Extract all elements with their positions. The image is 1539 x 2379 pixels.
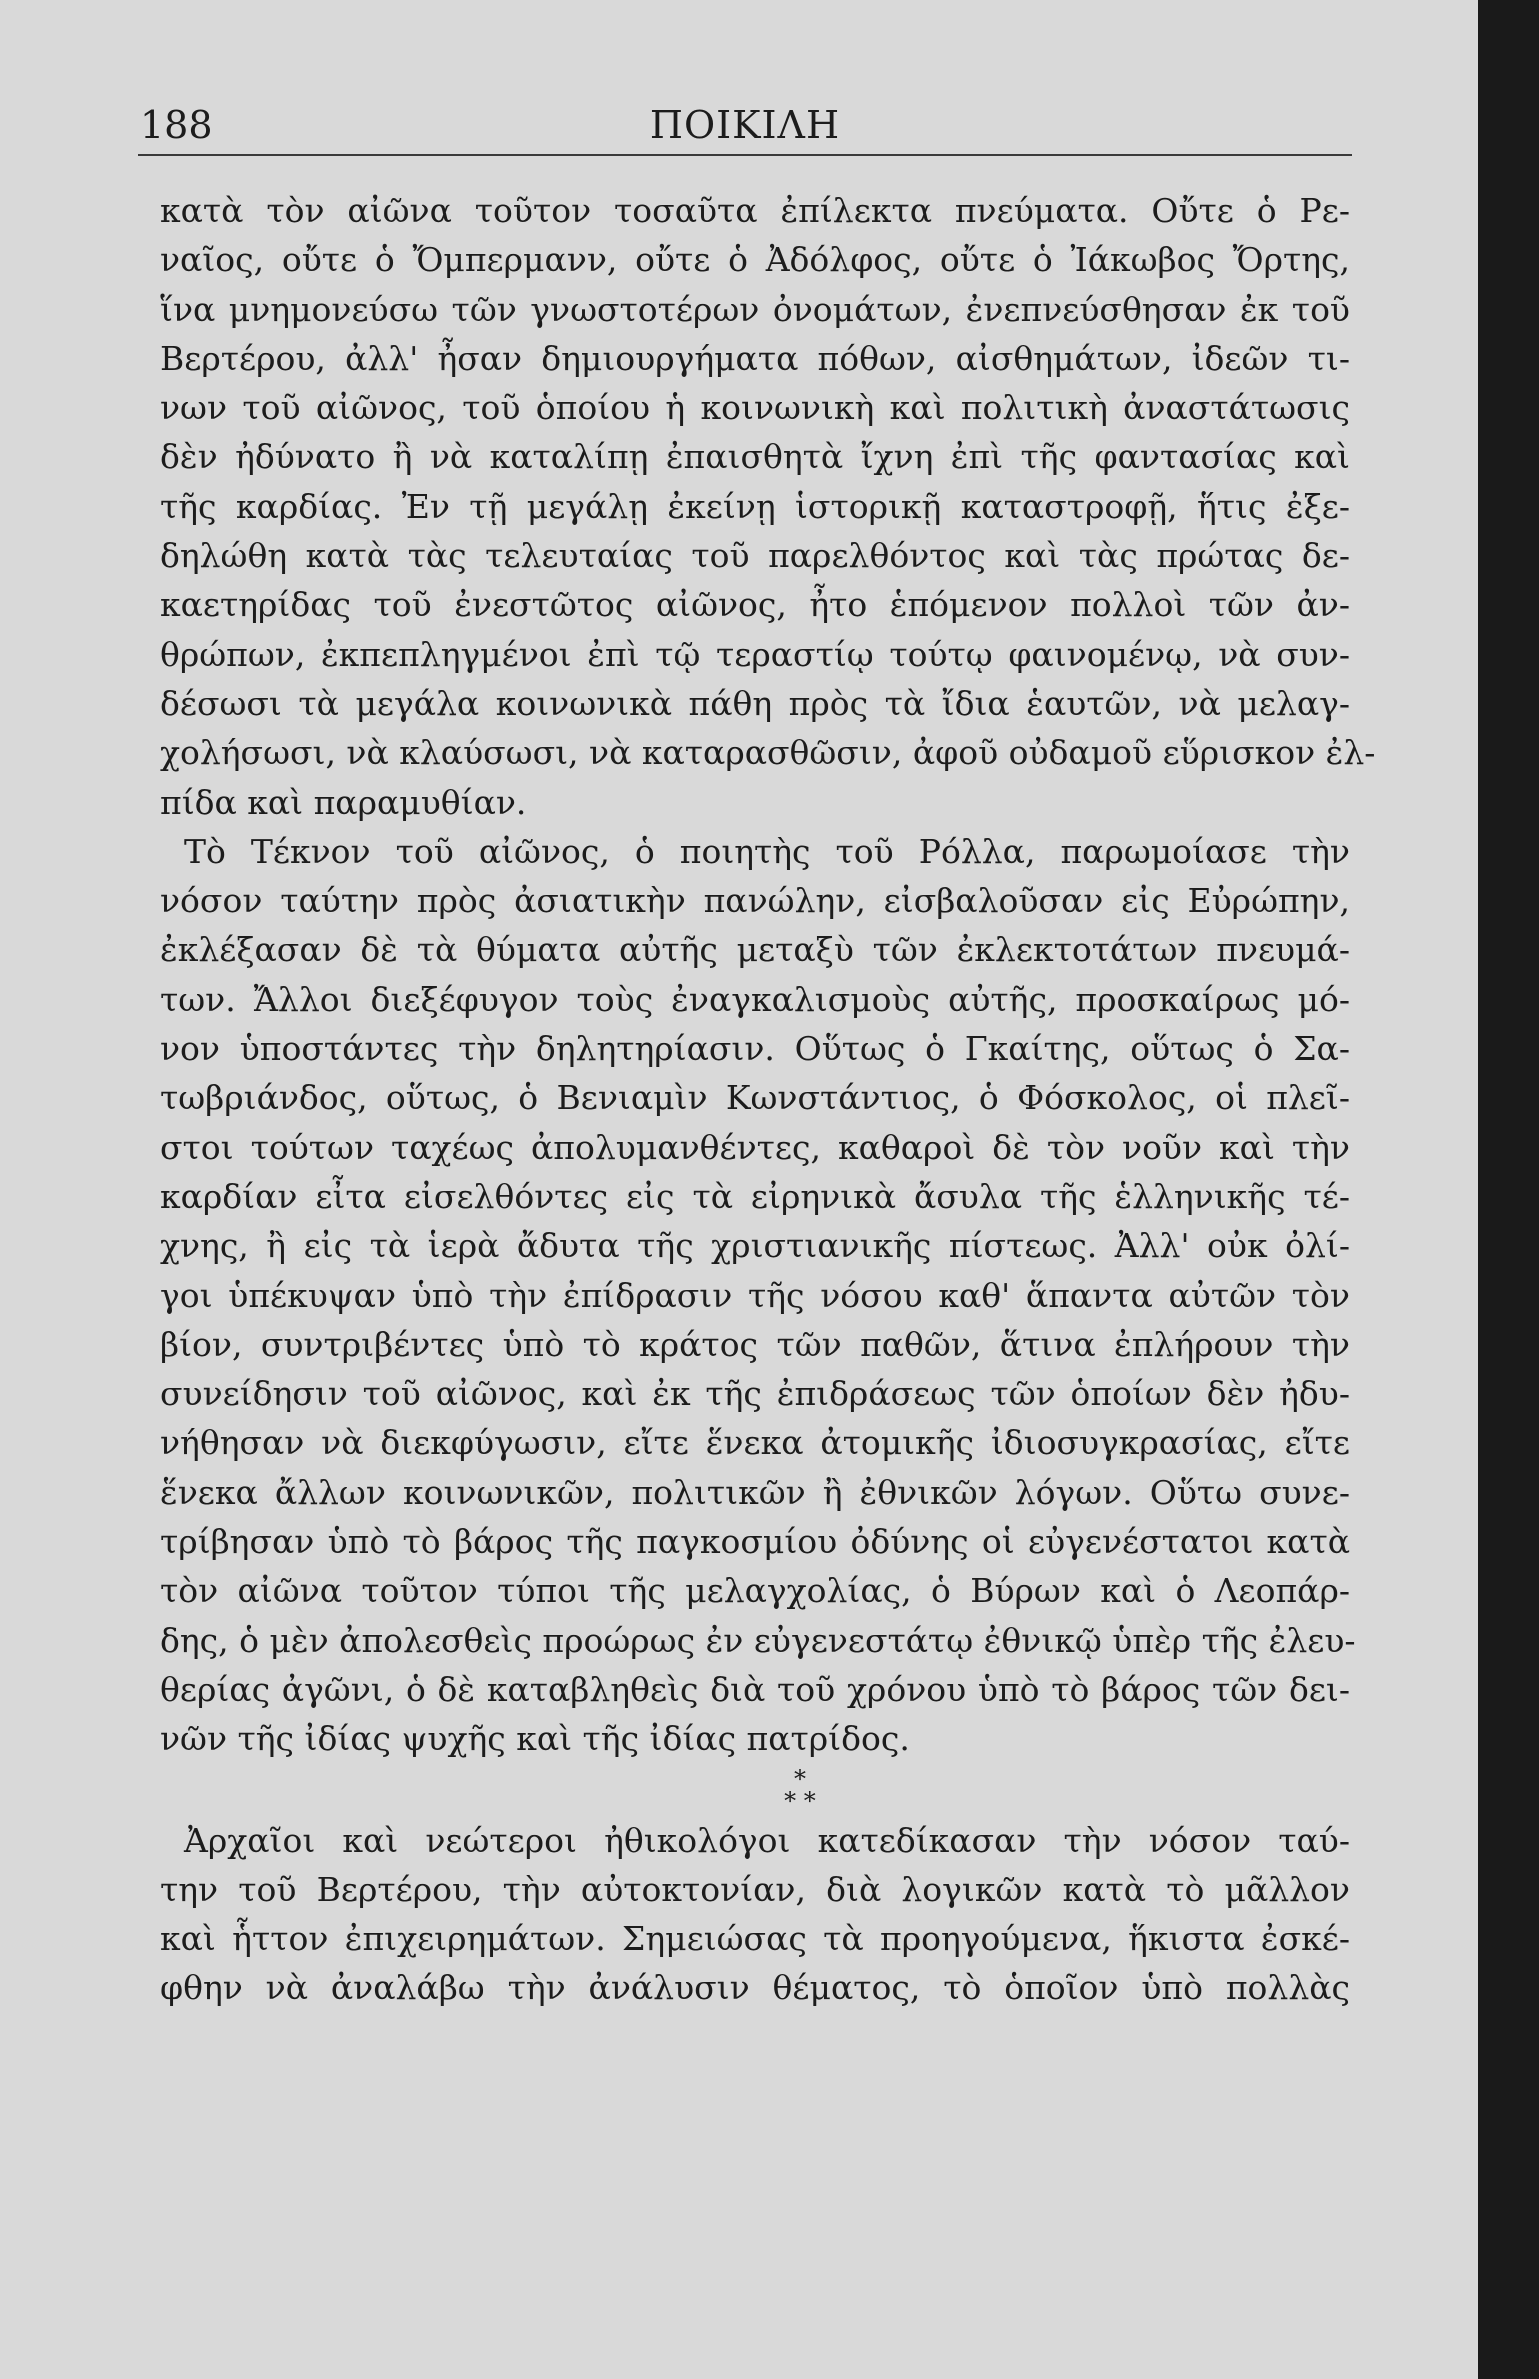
text-line: την τοῦ Βερτέρου, τὴν αὐτοκτονίαν, διὰ λογικῶν κατὰ τὸ μᾶλλον xyxy=(160,1869,1350,1909)
text-line: των. Ἄλλοι διεξέφυγον τοὺς ἐναγκαλισμοὺς αὐτῆς, προσκαίρως μό- xyxy=(160,979,1350,1019)
paragraph-3 xyxy=(160,1816,1350,2013)
text-line: χνης, ἢ εἰς τὰ ἱερὰ ἄδυτα τῆς χριστιανικῆς πίστεως. Ἀλλ' οὐκ ὀλί- xyxy=(160,1226,1350,1266)
body-text xyxy=(160,186,1376,2013)
text-line: δης, ὁ μὲν ἀπολεσθεὶς προώρως ἐν εὐγενεστάτῳ ἐθνικῷ ὑπὲρ τῆς ἐλευ- xyxy=(160,1620,1356,1660)
text-line: Τὸ Τέκνον τοῦ αἰῶνος, ὁ ποιητὴς τοῦ Ρόλλα, παρωμοίασε τὴν xyxy=(184,831,1350,871)
text-line: τωβριάνδος, οὕτως, ὁ Βενιαμὶν Κωνστάντιος, ὁ Φόσκολος, οἱ πλεῖ- xyxy=(160,1078,1350,1118)
text-line: τρίβησαν ὑπὸ τὸ βάρος τῆς παγκοσμίου ὀδύνης οἱ εὐγενέστατοι κατὰ xyxy=(160,1522,1350,1562)
text-line: δὲν ἠδύνατο ἢ νὰ καταλίπῃ ἐπαισθητὰ ἴχνη ἐπὶ τῆς φαντασίας καὶ xyxy=(160,437,1350,477)
text-line: νόσον ταύτην πρὸς ἀσιατικὴν πανώλην, εἰσβαλοῦσαν εἰς Εὐρώπην, xyxy=(160,881,1350,921)
page-header xyxy=(140,100,1350,150)
asterism-top: * xyxy=(794,1764,806,1793)
text-line: φθην νὰ ἀναλάβω τὴν ἀνάλυσιν θέματος, τὸ ὁποῖον ὑπὸ πολλὰς xyxy=(160,1968,1350,2008)
paragraph-2 xyxy=(160,827,1356,1764)
asterism-bottom: * * xyxy=(784,1786,816,1815)
text-line: καετηρίδας τοῦ ἐνεστῶτος αἰῶνος, ἦτο ἑπόμενον πολλοὶ τῶν ἀν- xyxy=(160,585,1350,625)
text-line: ἐκλέξασαν δὲ τὰ θύματα αὐτῆς μεταξὺ τῶν ἐκλεκτοτάτων πνευμά- xyxy=(160,930,1350,970)
text-line: δέσωσι τὰ μεγάλα κοινωνικὰ πάθη πρὸς τὰ ἴδια ἑαυτῶν, νὰ μελαγ- xyxy=(160,683,1350,723)
text-line: πίδα καὶ παραμυθίαν. xyxy=(160,782,527,822)
text-line: ναῖος, οὔτε ὁ Ὄμπερμανν, οὔτε ὁ Ἀδόλφος, οὔτε ὁ Ἰάκωβος Ὄρτης, xyxy=(160,240,1350,280)
running-title: ΠΟΙΚΙΛΗ xyxy=(649,103,841,147)
text-line: νων τοῦ αἰῶνος, τοῦ ὁποίου ἡ κοινωνικὴ καὶ πολιτικὴ ἀναστάτωσις xyxy=(160,388,1350,428)
paragraph-1 xyxy=(160,186,1376,827)
text-line: καρδίαν εἶτα εἰσελθόντες εἰς τὰ εἰρηνικὰ ἄσυλα τῆς ἑλληνικῆς τέ- xyxy=(160,1176,1350,1216)
text-line: νῶν τῆς ἰδίας ψυχῆς καὶ τῆς ἰδίας πατρίδος. xyxy=(160,1719,910,1759)
text-line: νήθησαν νὰ διεκφύγωσιν, εἴτε ἕνεκα ἀτομικῆς ἰδιοσυγκρασίας, εἴτε xyxy=(160,1423,1350,1463)
text-line: βίον, συντριβέντες ὑπὸ τὸ κράτος τῶν παθῶν, ἅτινα ἐπλήρουν τὴν xyxy=(160,1324,1350,1364)
book-gutter xyxy=(1478,0,1539,2379)
text-line: Ἀρχαῖοι καὶ νεώτεροι ἠθικολόγοι κατεδίκασαν τὴν νόσον ταύ- xyxy=(184,1820,1350,1860)
text-line: θρώπων, ἐκπεπληγμένοι ἐπὶ τῷ τεραστίῳ τούτῳ φαινομένῳ, νὰ συν- xyxy=(160,634,1350,674)
text-line: θερίας ἀγῶνι, ὁ δὲ καταβληθεὶς διὰ τοῦ χρόνου ὑπὸ τὸ βάρος τῶν δει- xyxy=(160,1669,1350,1709)
text-line: τῆς καρδίας. Ἐν τῇ μεγάλῃ ἐκείνῃ ἱστορικῇ καταστροφῇ, ἥτις ἐξε- xyxy=(160,486,1350,526)
text-line: καὶ ἧττον ἐπιχειρημάτων. Σημειώσας τὰ προηγούμενα, ἥκιστα ἐσκέ- xyxy=(160,1919,1350,1959)
text-line: δηλώθη κατὰ τὰς τελευταίας τοῦ παρελθόντος καὶ τὰς πρώτας δε- xyxy=(160,536,1350,576)
text-line: ἕνεκα ἄλλων κοινωνικῶν, πολιτικῶν ἢ ἐθνικῶν λόγων. Οὕτω συνε- xyxy=(160,1472,1350,1512)
text-line: κατὰ τὸν αἰῶνα τοῦτον τοσαῦτα ἐπίλεκτα πνεύματα. Οὔτε ὁ Ρε- xyxy=(160,191,1350,230)
text-line: τὸν αἰῶνα τοῦτον τύποι τῆς μελαγχολίας, ὁ Βύρων καὶ ὁ Λεοπάρ- xyxy=(160,1571,1350,1611)
text-line: χολήσωσι, νὰ κλαύσωσι, νὰ καταρασθῶσιν, ἀφοῦ οὐδαμοῦ εὕρισκον ἐλ- xyxy=(160,733,1376,773)
section-asterism xyxy=(160,1764,1350,1816)
text-line: ἵνα μνημονεύσω τῶν γνωστοτέρων ὀνομάτων, ἐνεπνεύσθησαν ἐκ τοῦ xyxy=(160,289,1350,329)
text-line: στοι τούτων ταχέως ἀπολυμανθέντες, καθαροὶ δὲ τὸν νοῦν καὶ τὴν xyxy=(160,1127,1350,1167)
header-rule xyxy=(138,154,1352,156)
text-line: νον ὑποστάντες τὴν δηλητηρίασιν. Οὕτως ὁ Γκαίτης, οὕτως ὁ Σα- xyxy=(160,1029,1350,1069)
text-line: συνείδησιν τοῦ αἰῶνος, καὶ ἐκ τῆς ἐπιδράσεως τῶν ὁποίων δὲν ἠδυ- xyxy=(160,1374,1350,1414)
page-number: 188 xyxy=(140,103,213,147)
text-line: γοι ὑπέκυψαν ὑπὸ τὴν ἐπίδρασιν τῆς νόσου καθ' ἅπαντα αὐτῶν τὸν xyxy=(160,1275,1350,1315)
text-line: Βερτέρου, ἀλλ' ἦσαν δημιουργήματα πόθων, αἰσθημάτων, ἰδεῶν τι- xyxy=(160,338,1350,378)
